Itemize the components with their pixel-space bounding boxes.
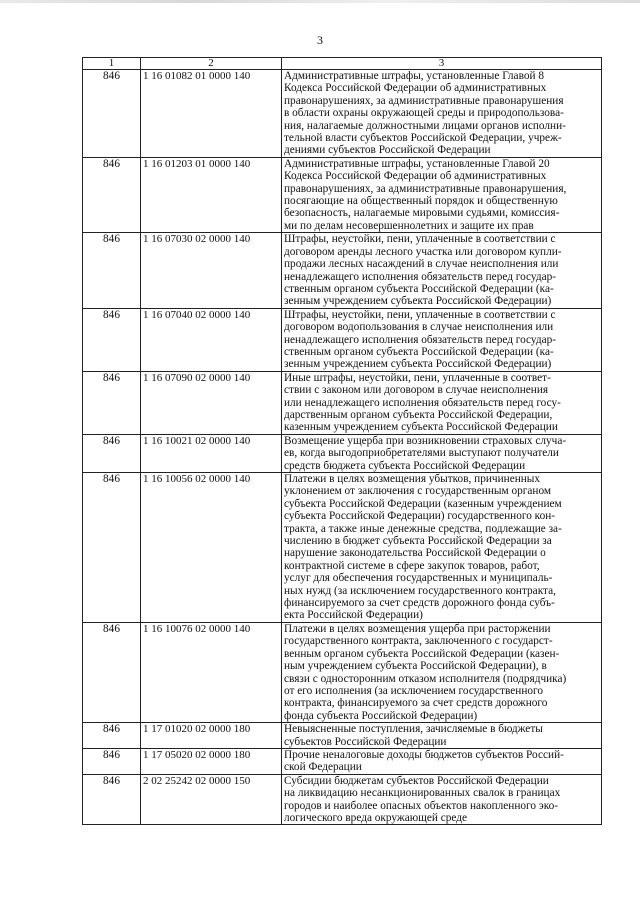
revenue-code-cell: 1 16 07030 02 0000 140 bbox=[141, 233, 282, 308]
scan-edge bbox=[0, 0, 640, 3]
description-line: зенным учреждением субъекта Российской Федерации) bbox=[284, 358, 552, 371]
description-line: договором аренды лесного участка или договором купли- bbox=[284, 245, 562, 258]
description-line: средств бюджета субъекта Российской Федерации bbox=[284, 459, 526, 472]
description-line: субъекта Российской Федерации) государственного кон- bbox=[284, 510, 556, 523]
table-header-row bbox=[83, 58, 602, 70]
description-line: государственного контракта, заключенного с государст- bbox=[284, 635, 553, 648]
revenue-codes-table bbox=[82, 57, 602, 825]
description-line: контрактной системе в сфере закупок товаров, работ, bbox=[284, 559, 540, 572]
admin-code-cell: 846 bbox=[83, 434, 141, 472]
description-line: Штрафы, неустойки, пени, уплаченные в соответствии с bbox=[284, 233, 556, 246]
description-line: зенным учреждением субъекта Российской Федерации) bbox=[284, 295, 552, 308]
description-line: Иные штрафы, неустойки, пени, уплаченные в соответ- bbox=[284, 371, 551, 384]
description-line: логического вреда окружающей среде bbox=[284, 811, 468, 824]
description-line: правонарушениях, за административные правонарушения, bbox=[284, 182, 567, 195]
description-line: ненадлежащего исполнения обязательств перед государ- bbox=[284, 333, 557, 346]
table-row bbox=[83, 371, 602, 434]
admin-code-cell: 846 bbox=[83, 473, 141, 623]
admin-code-cell: 846 bbox=[83, 308, 141, 371]
revenue-code-cell: 1 16 10076 02 0000 140 bbox=[141, 622, 282, 722]
revenue-code-cell: 1 16 01203 01 0000 140 bbox=[141, 157, 282, 232]
description-line: услуг для обеспечения государственных и муниципаль- bbox=[284, 572, 553, 585]
admin-code-cell: 846 bbox=[83, 622, 141, 722]
description-line: уклонением от заключения с государственным органом bbox=[284, 485, 552, 498]
description-line: Штрафы, неустойки, пени, уплаченные в соответствии с bbox=[284, 308, 556, 321]
description-line: Кодекса Российской Федерации об административных bbox=[284, 82, 547, 95]
description-line: финансируемого за счет средств дорожного фонда субъ- bbox=[284, 597, 555, 610]
column-header: 1 bbox=[83, 58, 141, 70]
revenue-code-cell: 1 17 01020 02 0000 180 bbox=[141, 723, 282, 749]
table-row bbox=[83, 308, 602, 371]
description-line: ствии с законом или договором в случае неисполнения bbox=[284, 384, 549, 397]
revenue-code-cell: 1 17 05020 02 0000 180 bbox=[141, 748, 282, 774]
table-row bbox=[83, 233, 602, 308]
description-line: ных нужд (за исключением государственного контракта, bbox=[284, 584, 556, 597]
admin-code-cell: 846 bbox=[83, 723, 141, 749]
description-line: субъекта Российской Федерации (казенным учреждением bbox=[284, 497, 562, 510]
description-cell bbox=[282, 774, 602, 825]
revenue-code-cell: 1 16 10021 02 0000 140 bbox=[141, 434, 282, 472]
table-row bbox=[83, 434, 602, 472]
description-line: ской Федерации bbox=[284, 761, 362, 774]
description-line: в области охраны окружающей среды и природопользова- bbox=[284, 107, 564, 120]
description-cell bbox=[282, 748, 602, 774]
description-cell bbox=[282, 434, 602, 472]
description-line: или ненадлежащего исполнения обязательств перед госу- bbox=[284, 396, 561, 409]
description-line: ненадлежащего исполнения обязательств перед государ- bbox=[284, 270, 557, 283]
description-line: субъектов Российской Федерации bbox=[284, 735, 447, 748]
column-header: 2 bbox=[141, 58, 282, 70]
description-line: дарственным органом субъекта Российской Федерации, bbox=[284, 408, 553, 421]
description-line: екта Российской Федерации) bbox=[284, 609, 423, 622]
revenue-code-cell: 2 02 25242 02 0000 150 bbox=[141, 774, 282, 825]
table-row bbox=[83, 70, 602, 158]
description-line: Платежи в целях возмещения убытков, причиненных bbox=[284, 473, 541, 485]
revenue-code-cell: 1 16 07040 02 0000 140 bbox=[141, 308, 282, 371]
description-line: договором водопользования в случае неисполнения или bbox=[284, 321, 554, 334]
description-line: связи с односторонним отказом исполнителя (подрядчика) bbox=[284, 672, 567, 685]
description-line: нарушение законодательства Российской Федерации о bbox=[284, 547, 546, 560]
description-line: продажи лесных насаждений в случае неисполнения или bbox=[284, 258, 559, 271]
description-line: Платежи в целях возмещения ущерба при расторжении bbox=[284, 622, 551, 635]
description-line: тельной власти субъектов Российской Федерации, учреж- bbox=[284, 132, 562, 145]
description-line: городов и наиболее опасных объектов накопленного эко- bbox=[284, 799, 559, 812]
description-line: правонарушениях, за административные правонарушения bbox=[284, 94, 564, 107]
description-line: ми по делам несовершеннолетних и защите их прав bbox=[284, 219, 534, 232]
description-cell bbox=[282, 723, 602, 749]
table-row bbox=[83, 723, 602, 749]
description-line: фонда субъекта Российской Федерации) bbox=[284, 709, 478, 722]
admin-code-cell: 846 bbox=[83, 774, 141, 825]
table-row bbox=[83, 774, 602, 825]
description-line: казенным учреждением субъекта Российской Федерации bbox=[284, 421, 558, 434]
admin-code-cell: 846 bbox=[83, 748, 141, 774]
description-cell bbox=[282, 622, 602, 722]
description-line: Возмещение ущерба при возникновении страховых случа- bbox=[284, 434, 567, 447]
description-line: ственным органом субъекта Российской Федерации (ка- bbox=[284, 345, 554, 358]
description-line: Прочие неналоговые доходы бюджетов субъектов Россий- bbox=[284, 748, 564, 761]
description-line: Административные штрафы, установленные Главой 8 bbox=[284, 70, 544, 82]
description-cell bbox=[282, 473, 602, 623]
description-line: тракта, а также иные денежные средства, подлежащие за- bbox=[284, 522, 562, 535]
description-line: числению в бюджет субъекта Российской Федерации за bbox=[284, 535, 552, 548]
description-cell bbox=[282, 233, 602, 308]
table-row bbox=[83, 157, 602, 232]
admin-code-cell: 846 bbox=[83, 157, 141, 232]
description-line: контракта, финансируемого за счет средств дорожного bbox=[284, 697, 548, 710]
description-line: ственным органом субъекта Российской Федерации (ка- bbox=[284, 282, 554, 295]
admin-code-cell: 846 bbox=[83, 233, 141, 308]
description-line: безопасность, налагаемые мировыми судьями, комиссия- bbox=[284, 207, 560, 220]
description-line: ным учреждением субъекта Российской Федерации), в bbox=[284, 660, 547, 673]
description-line: от его исполнения (за исключением государственного bbox=[284, 684, 544, 697]
admin-code-cell: 846 bbox=[83, 371, 141, 434]
description-line: Административные штрафы, установленные Главой 20 bbox=[284, 157, 550, 170]
description-line: посягающие на общественный порядок и общественную bbox=[284, 195, 558, 208]
admin-code-cell: 846 bbox=[83, 70, 141, 158]
description-line: на ликвидацию несанкционированных свалок в границах bbox=[284, 787, 561, 800]
revenue-code-cell: 1 16 10056 02 0000 140 bbox=[141, 473, 282, 623]
description-line: ев, когда выгодоприобретателями выступают получатели bbox=[284, 447, 559, 460]
description-cell bbox=[282, 308, 602, 371]
description-line: венным органом субъекта Российской Федерации (казен- bbox=[284, 647, 560, 660]
description-line: Невыясненные поступления, зачисляемые в бюджеты bbox=[284, 723, 543, 736]
table-row bbox=[83, 622, 602, 722]
description-cell bbox=[282, 157, 602, 232]
table-row bbox=[83, 748, 602, 774]
description-cell bbox=[282, 70, 602, 158]
column-header: 3 bbox=[282, 58, 602, 70]
description-line: ния, налагаемые должностными лицами органов исполни- bbox=[284, 119, 566, 132]
description-line: Субсидии бюджетам субъектов Российской Федерации bbox=[284, 774, 549, 787]
description-line: дениями субъектов Российской Федерации bbox=[284, 144, 491, 157]
page-number: 3 bbox=[317, 33, 323, 47]
description-cell bbox=[282, 371, 602, 434]
table-row bbox=[83, 473, 602, 623]
description-line: Кодекса Российской Федерации об административных bbox=[284, 170, 547, 183]
revenue-code-cell: 1 16 07090 02 0000 140 bbox=[141, 371, 282, 434]
revenue-code-cell: 1 16 01082 01 0000 140 bbox=[141, 70, 282, 158]
